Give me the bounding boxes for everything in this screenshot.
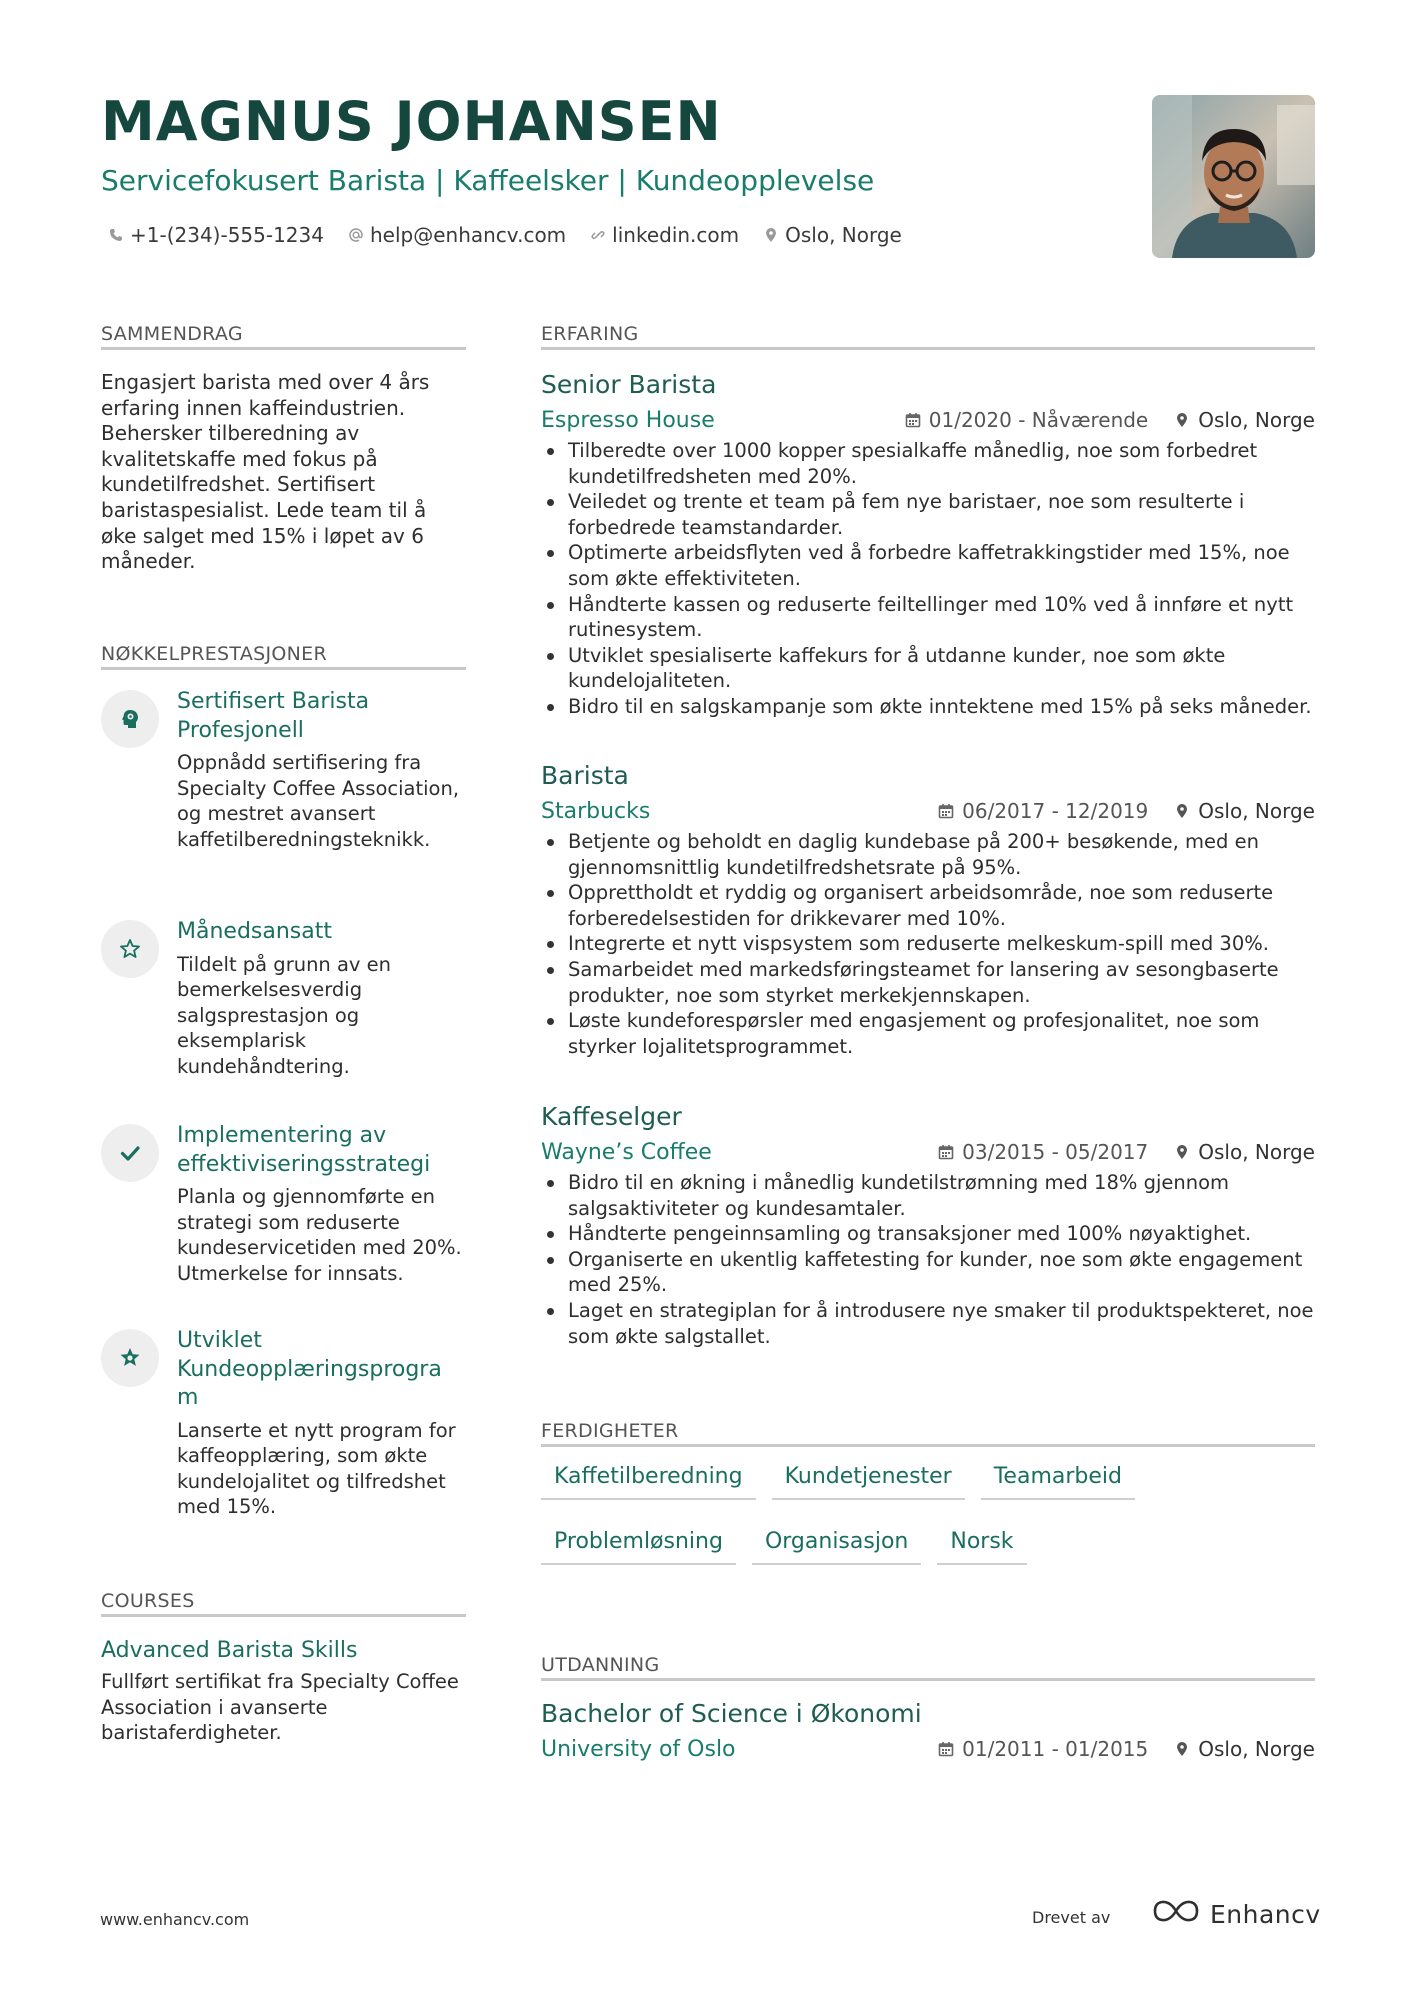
- job-bullets: [541, 438, 1315, 720]
- summary-text: Engasjert barista med over 4 års erfaring innen kaffeindustrien. Behersker tilberedning av kvalitetskaffe med fokus på kundetilfredshet. Sertifisert baristaspesialist. Lede team til å øke salget med 15% i løpet av 6 måneder.: [101, 370, 430, 574]
- bullet-item: Utviklet spesialiserte kaffekurs for å utdanne kunder, noe som økte kundelojaliteten.: [541, 643, 1315, 694]
- company-name: Wayne’s Coffee: [541, 1139, 712, 1165]
- contact-email[interactable]: [348, 220, 566, 250]
- achievement-description: Lanserte et nytt program for kaffeopplæring, som økte kundelojalitet og tilfredshet med 15%.: [177, 1418, 456, 1519]
- education-location: Oslo, Norge: [1198, 1737, 1315, 1761]
- contact-linkedin-text: linkedin.com: [612, 223, 740, 247]
- skill-tag: Teamarbeid: [981, 1462, 1135, 1500]
- footer-powered-by: Drevet av: [1032, 1908, 1111, 1927]
- section-divider: [541, 1444, 1315, 1447]
- section-title-achievements: NØKKELPRESTASJONER: [101, 643, 327, 665]
- footer-brand: Enhancv: [1210, 1899, 1321, 1929]
- skill-tag: Organisasjon: [752, 1527, 921, 1565]
- bullet-item: Håndterte pengeinnsamling og transaksjoner med 100% nøyaktighet.: [541, 1221, 1315, 1247]
- course-item: [101, 1636, 466, 1746]
- bullet-item: Bidro til en salgskampanje som økte inntektene med 15% på seks måneder.: [541, 694, 1315, 720]
- contact-row: [108, 220, 926, 250]
- calendar-icon: [905, 412, 921, 428]
- contact-phone[interactable]: [108, 220, 324, 250]
- course-title: Advanced Barista Skills: [101, 1638, 358, 1663]
- candidate-name: MAGNUS JOHANSEN: [101, 90, 722, 153]
- job-dates: 01/2020 - Nåværende: [928, 408, 1149, 432]
- degree-title: Bachelor of Science i Økonomi: [541, 1699, 922, 1728]
- job-location: Oslo, Norge: [1198, 408, 1315, 432]
- bullet-item: Håndterte kassen og reduserte feiltellinger med 10% ved å innføre et nytt rutinesystem.: [541, 592, 1315, 643]
- candidate-headline: Servicefokusert Barista | Kaffeelsker | Kundeopplevelse: [101, 164, 875, 197]
- bullet-item: Optimerte arbeidsflyten ved å forbedre kaffetrakkingstider med 15%, noe som økte effektiviteten.: [541, 540, 1315, 591]
- job-dates: 06/2017 - 12/2019: [962, 799, 1149, 823]
- company-name: Espresso House: [541, 407, 715, 433]
- contact-location: [763, 220, 902, 250]
- checkmark-icon: [101, 1124, 159, 1182]
- section-title-courses: COURSES: [101, 1590, 195, 1612]
- section-title-experience: ERFARING: [541, 323, 639, 345]
- section-divider: [541, 347, 1315, 350]
- section-title-summary: SAMMENDRAG: [101, 323, 243, 345]
- job-location: Oslo, Norge: [1198, 799, 1315, 823]
- star-outline-icon: [101, 920, 159, 978]
- bullet-item: Laget en strategiplan for å introdusere nye smaker til produktspekteret, noe som økte salgstallet.: [541, 1298, 1315, 1349]
- job-dates: 03/2015 - 05/2017: [962, 1140, 1149, 1164]
- location-pin-icon: [1174, 803, 1190, 819]
- contact-phone-text: +1-(234)-555-1234: [130, 223, 324, 247]
- location-pin-icon: [763, 227, 779, 243]
- link-icon: [590, 227, 606, 243]
- job-bullets: [541, 829, 1315, 1059]
- contact-email-text: help@enhancv.com: [369, 223, 567, 247]
- calendar-icon: [938, 1144, 954, 1160]
- section-divider: [101, 347, 466, 350]
- skills-list: [541, 1462, 1315, 1592]
- star-badge-icon: [101, 1329, 159, 1387]
- company-name: Starbucks: [541, 798, 651, 824]
- bullet-item: Løste kundeforespørsler med engasjement og profesjonalitet, noe som styrker lojalitetsprogrammet.: [541, 1008, 1315, 1059]
- calendar-icon: [938, 1741, 954, 1757]
- achievement-title: Implementering av effektiviseringsstrategi: [177, 1123, 431, 1177]
- phone-icon: [108, 227, 124, 243]
- bullet-item: Bidro til en økning i månedlig kundetilstrømning med 18% gjennom salgsaktiviteter og kundesamtaler.: [541, 1170, 1315, 1221]
- achievement-title: Sertifisert Barista Profesjonell: [177, 689, 370, 743]
- job-location: Oslo, Norge: [1198, 1140, 1315, 1164]
- infinity-logo-icon: [1152, 1898, 1200, 1930]
- skill-tag: Problemløsning: [541, 1527, 736, 1565]
- education-dates: 01/2011 - 01/2015: [962, 1737, 1149, 1761]
- calendar-icon: [938, 803, 954, 819]
- bullet-item: Samarbeidet med markedsføringsteamet for lansering av sesongbaserte produkter, noe som styrket merkekjennskapen.: [541, 957, 1315, 1008]
- head-idea-icon: [101, 690, 159, 748]
- experience-item: [541, 1100, 1315, 1349]
- section-title-education: UTDANNING: [541, 1654, 660, 1676]
- profile-photo: [1152, 95, 1315, 258]
- course-description: Fullført sertifikat fra Specialty Coffee Association i avanserte baristaferdigheter.: [101, 1670, 459, 1745]
- skill-tag: Norsk: [937, 1527, 1026, 1565]
- bullet-item: Tilberedte over 1000 kopper spesialkaffe månedlig, noe som forbedret kundetilfredsheten med 20%.: [541, 438, 1315, 489]
- contact-location-text: Oslo, Norge: [785, 223, 902, 247]
- bullet-item: Integrerte et nytt vispsystem som reduserte melkeskum-spill med 30%.: [541, 931, 1315, 957]
- skill-tag: Kundetjenester: [772, 1462, 965, 1500]
- achievement-title: Utviklet Kundeopplæringsprogra m: [177, 1328, 442, 1410]
- education-item: [541, 1697, 1315, 1765]
- achievement-description: Oppnådd sertifisering fra Specialty Coffee Association, og mestret avansert kaffetilberedningsteknikk.: [177, 751, 460, 851]
- job-title: Barista: [541, 761, 629, 790]
- at-icon: [348, 227, 364, 243]
- achievement-description: Tildelt på grunn av en bemerkelsesverdig salgsprestasjon og eksemplarisk kundehåndtering.: [177, 952, 392, 1078]
- location-pin-icon: [1174, 412, 1190, 428]
- experience-item: [541, 759, 1315, 1059]
- skill-tag: Kaffetilberedning: [541, 1462, 756, 1500]
- section-divider: [101, 1614, 466, 1617]
- enhancv-logo[interactable]: [1152, 1898, 1321, 1930]
- location-pin-icon: [1174, 1741, 1190, 1757]
- footer-url[interactable]: www.enhancv.com: [100, 1910, 250, 1929]
- experience-item: [541, 368, 1315, 720]
- section-divider: [541, 1678, 1315, 1681]
- school-name: University of Oslo: [541, 1736, 736, 1762]
- job-title: Kaffeselger: [541, 1102, 682, 1131]
- job-bullets: [541, 1170, 1315, 1349]
- achievement-description: Planla og gjennomførte en strategi som reduserte kundeservicetiden med 20%. Utmerkelse for innsats.: [177, 1185, 462, 1285]
- section-divider: [101, 667, 466, 670]
- achievement-title: Månedsansatt: [177, 919, 332, 944]
- location-pin-icon: [1174, 1144, 1190, 1160]
- bullet-item: Opprettholdt et ryddig og organisert arbeidsområde, noe som reduserte forberedelsestiden for drikkevarer med 10%.: [541, 880, 1315, 931]
- bullet-item: Organiserte en ukentlig kaffetesting for kunder, noe som økte engagement med 25%.: [541, 1247, 1315, 1298]
- bullet-item: Veiledet og trente et team på fem nye baristaer, noe som resulterte i forbedrede teamstandarder.: [541, 489, 1315, 540]
- section-title-skills: FERDIGHETER: [541, 1420, 679, 1442]
- job-title: Senior Barista: [541, 370, 717, 399]
- contact-linkedin[interactable]: [590, 220, 739, 250]
- bullet-item: Betjente og beholdt en daglig kundebase på 200+ besøkende, med en gjennomsnittlig kundetilfredshetsrate på 95%.: [541, 829, 1315, 880]
